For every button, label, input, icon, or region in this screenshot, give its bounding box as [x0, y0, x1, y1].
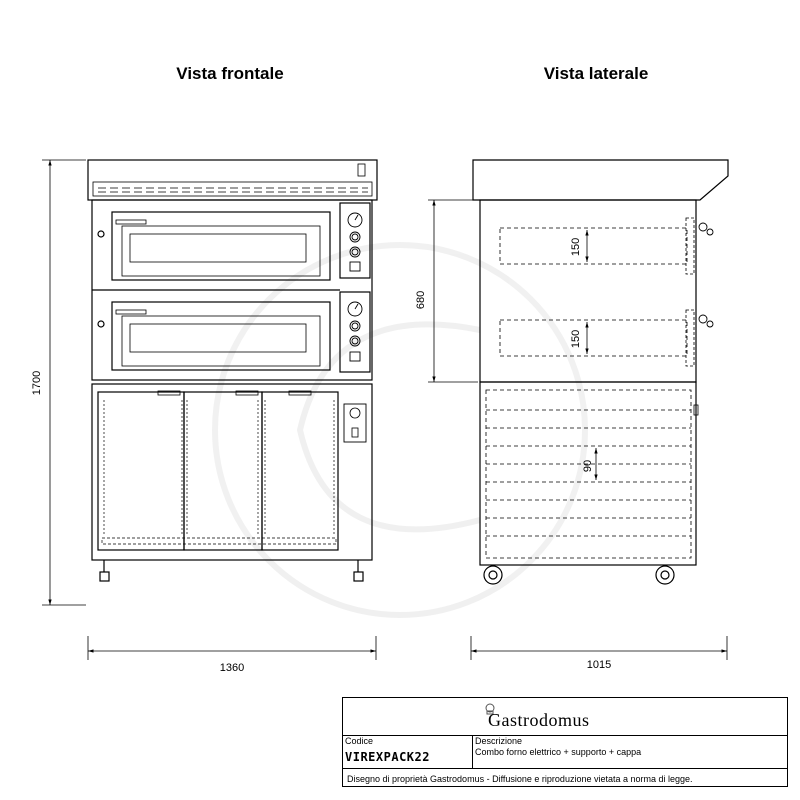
- thermostat-knobs-lower: [348, 302, 362, 361]
- door-hinge-upper: [699, 223, 713, 235]
- thermostat-knobs-upper: [348, 213, 362, 271]
- control-panel-top: [340, 203, 370, 278]
- description-value: Combo forno elettrico + supporto + cappa: [475, 747, 642, 757]
- copyright-note: Disegno di proprietà Gastrodomus - Diffusione e riproduzione vietata a norma di legge.: [347, 774, 693, 784]
- control-panel-bottom: [340, 292, 370, 372]
- description-cell: [473, 735, 787, 769]
- code-label: Codice: [345, 736, 374, 746]
- oven-door-lower: [112, 302, 330, 370]
- casters-front: [100, 560, 363, 581]
- oven-body-side: [480, 200, 696, 382]
- side-view-title: Vista laterale: [543, 64, 649, 83]
- shelf-spacing-dim: 90: [582, 459, 594, 473]
- side-view: [473, 160, 728, 584]
- code-cell: [343, 735, 473, 769]
- chamber-lower-side: [500, 320, 687, 356]
- height-total-dim: 1700: [31, 370, 43, 396]
- oven-block-height-dim: 680: [415, 290, 427, 310]
- title-block: [342, 697, 788, 787]
- chamber-height-upper-dim: 150: [570, 237, 582, 257]
- support-cabinet-side: [480, 382, 696, 565]
- chamber-upper-side: [500, 228, 687, 264]
- support-cabinet-front: [92, 384, 372, 560]
- chamber-height-lower-dim: 150: [570, 329, 582, 349]
- hood-side: [473, 160, 728, 200]
- oven-door-upper: [112, 212, 330, 280]
- brand-name: Gastrodomus: [488, 710, 590, 730]
- front-view: [88, 160, 377, 581]
- width-front-dim: 1360: [219, 662, 245, 674]
- depth-side-dim: 1015: [586, 659, 612, 671]
- front-view-title: Vista frontale: [176, 64, 284, 83]
- door-hinge-lower: [699, 315, 713, 327]
- description-label: Descrizione: [475, 736, 523, 746]
- title-block-brand-row: [343, 698, 787, 736]
- dimension-lines: [42, 160, 727, 660]
- code-value: VIREXPACK22: [345, 750, 430, 764]
- hood-front: [88, 160, 377, 200]
